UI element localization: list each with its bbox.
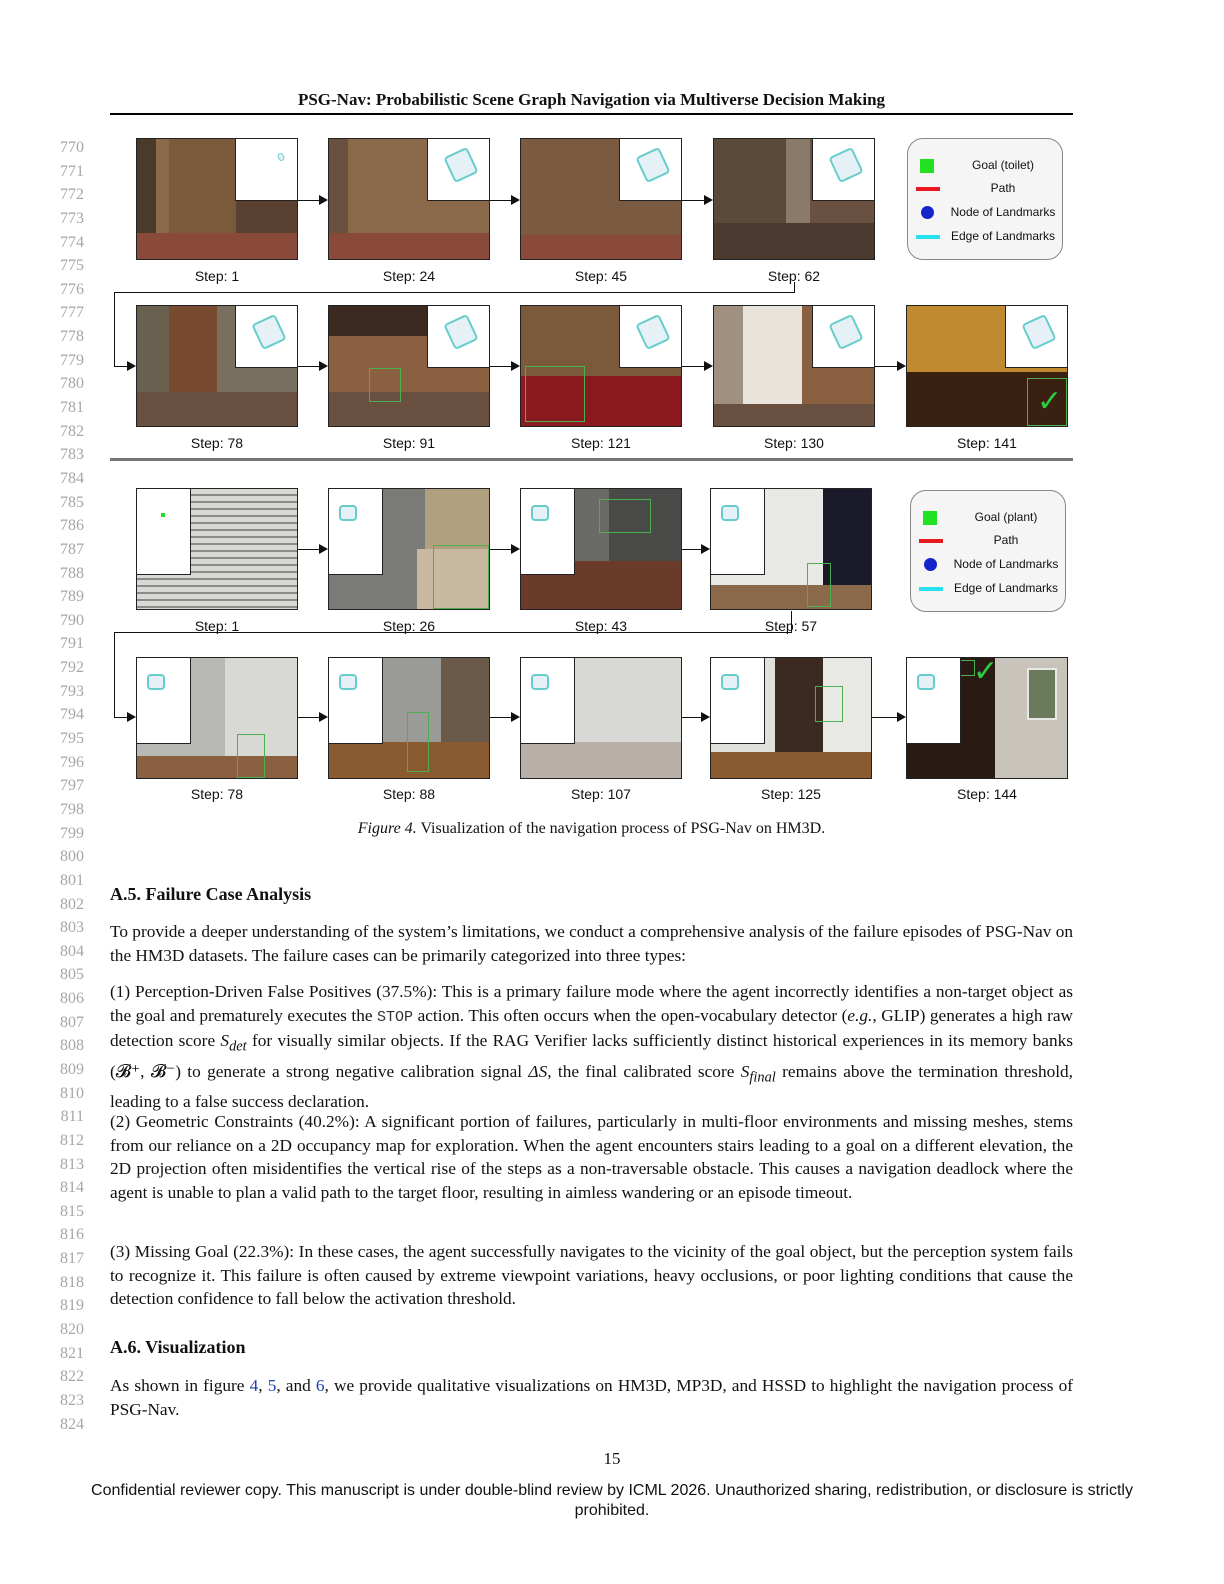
line-number: 808 (60, 1037, 84, 1055)
step-label: Step: 141 (957, 435, 1017, 451)
row-connector (791, 611, 792, 632)
line-number: 803 (60, 919, 84, 937)
step-label: Step: 62 (767, 268, 821, 284)
figure-4-link[interactable]: 4 (249, 1376, 259, 1395)
frame-ep2-step1 (136, 488, 298, 610)
arrow (114, 717, 134, 718)
row-connector (114, 632, 792, 633)
text-span: ) to generate a strong negative calibration signal (175, 1061, 529, 1081)
step-label: Step: 88 (382, 786, 436, 802)
paragraph-a5-type2: (2) Geometric Constraints (40.2%): A significant portion of failures, particularly in multi-floor environments and missing meshes, stems from our reliance on a 2D occupancy map for exploration. When the agent encounters stairs leading to a goal on a different elevation, the 2D projection often misidentifies the vertical rise of the steps as a non-traversable obstacle. This causes a navigation deadlock where the agent is unable to plan a valid path to the target floor, resulting in aimless wandering or an episode timeout. (110, 1112, 1073, 1203)
arrow (114, 366, 134, 367)
frame-ep2-step43 (520, 488, 682, 610)
line-number: 792 (60, 659, 84, 677)
episode-divider (110, 458, 1073, 461)
math-delta-s: ΔS (528, 1061, 548, 1081)
legend-node: Node of Landmarks (953, 557, 1059, 571)
frame-ep2-step107 (520, 657, 682, 779)
figure-caption (110, 820, 1073, 838)
landmark-node-icon (919, 558, 943, 572)
row-connector (114, 292, 115, 367)
arrow (490, 717, 518, 718)
frame-ep1-step130 (713, 305, 875, 427)
arrow (298, 717, 326, 718)
line-number: 800 (60, 848, 84, 866)
line-number: 806 (60, 990, 84, 1008)
text-span: , we provide qualitative visualizations on HM3D, MP3D, and HSSD to highlight the navigation process of PSG-Nav. (110, 1376, 1073, 1419)
math-s-final: $S_{final}$ (740, 1061, 776, 1086)
arrow (490, 366, 518, 367)
detection-box (599, 499, 651, 533)
frame-ep2-step125 (710, 657, 872, 779)
minimap (521, 658, 575, 744)
frame-ep1-step1 (136, 138, 298, 260)
arrow (682, 549, 708, 550)
legend-episode2 (910, 490, 1066, 612)
landmark-edge-icon (919, 582, 943, 596)
line-number: 794 (60, 706, 84, 724)
legend-episode1 (907, 138, 1063, 260)
landmark-edge-icon (916, 230, 940, 244)
arrow (298, 366, 326, 367)
figure-caption-text: Visualization of the navigation process of PSG-Nav on HM3D. (420, 820, 826, 837)
line-number: 775 (60, 257, 84, 275)
minimap (619, 306, 681, 368)
text-span: , the final calibrated score (547, 1061, 741, 1081)
line-numbers (44, 136, 84, 1436)
step-label: Step: 91 (382, 435, 436, 451)
legend-node: Node of Landmarks (950, 205, 1056, 219)
success-check-icon: ✓ (1037, 384, 1063, 419)
line-number: 810 (60, 1084, 84, 1102)
step-label: Step: 130 (764, 435, 824, 451)
text-span: for visually similar objects. If the RAG Verifier lacks sufficiently distinct historical experiences in its memory banks ( (110, 1031, 1073, 1081)
arrow (298, 200, 326, 201)
minimap (427, 139, 489, 201)
frame-ep2-step57 (710, 488, 872, 610)
row-connector (114, 292, 795, 293)
legend-edge: Edge of Landmarks (950, 229, 1056, 243)
footer-notice: Confidential reviewer copy. This manuscript is under double-blind review by ICML 2026. Unauthorized sharing, redistribution, or disclosure is strictly prohibited. (91, 1482, 1133, 1519)
frame-ep1-step45 (520, 138, 682, 260)
line-number: 798 (60, 800, 84, 818)
line-number: 819 (60, 1297, 84, 1315)
text-span: As shown in figure (110, 1376, 250, 1395)
line-number: 805 (60, 966, 84, 984)
step-label: Step: 1 (194, 618, 240, 634)
figure-6-link[interactable]: 6 (315, 1376, 325, 1395)
arrow (490, 200, 518, 201)
math-memory-banks: 𝓑⁺, 𝓑⁻ (115, 1061, 176, 1081)
text-span: , GLIP) generates a high raw detection score (110, 1005, 1073, 1051)
figure-4 (110, 130, 1073, 820)
line-number: 783 (60, 446, 84, 464)
minimap (427, 306, 489, 368)
line-number: 771 (60, 162, 84, 180)
legend-path: Path (993, 533, 1019, 547)
figure-label: Figure 4. (357, 820, 417, 837)
text-span: remains above the termination threshold, leading to a false success declaration. (110, 1061, 1074, 1111)
step-label: Step: 45 (574, 268, 628, 284)
line-number: 802 (60, 895, 84, 913)
line-number: 815 (60, 1202, 84, 1220)
line-number: 791 (60, 635, 84, 653)
frame-ep1-step62 (713, 138, 875, 260)
figure-5-link[interactable]: 5 (267, 1376, 277, 1395)
frame-ep1-step78 (136, 305, 298, 427)
line-number: 816 (60, 1226, 84, 1244)
math-s-det: $S_{det}$ (220, 1031, 247, 1055)
text-span: , and (276, 1376, 316, 1395)
line-number: 779 (60, 351, 84, 369)
line-number: 809 (60, 1060, 84, 1078)
line-number: 782 (60, 422, 84, 440)
line-number: 797 (60, 777, 84, 795)
frame-ep1-step121 (520, 305, 682, 427)
text-span: action. This often occurs when the open-vocabulary detector ( (413, 1005, 848, 1025)
minimap (521, 489, 575, 575)
line-number: 807 (60, 1013, 84, 1031)
landmark-node-icon (916, 206, 940, 220)
step-label: Step: 26 (382, 618, 436, 634)
line-number: 813 (60, 1155, 84, 1173)
step-label: Step: 78 (190, 435, 244, 451)
minimap (329, 489, 383, 575)
line-number: 781 (60, 399, 84, 417)
step-label: Step: 43 (574, 618, 628, 634)
line-number: 777 (60, 304, 84, 322)
arrow (682, 717, 708, 718)
line-number: 788 (60, 564, 84, 582)
line-number: 824 (60, 1415, 84, 1433)
line-number: 804 (60, 942, 84, 960)
line-number: 784 (60, 469, 84, 487)
step-label: Step: 144 (957, 786, 1017, 802)
minimap (812, 306, 874, 368)
line-number: 796 (60, 753, 84, 771)
line-number: 787 (60, 540, 84, 558)
step-label: Step: 57 (764, 618, 818, 634)
goal-marker-icon (916, 159, 940, 173)
row-connector (114, 632, 115, 717)
line-number: 780 (60, 375, 84, 393)
step-label: Step: 1 (194, 268, 240, 284)
step-label: Step: 125 (761, 786, 821, 802)
minimap (137, 658, 191, 744)
stop-action-code: STOP (377, 1008, 414, 1026)
legend-path: Path (990, 181, 1016, 195)
line-number: 786 (60, 517, 84, 535)
path-line-icon (919, 534, 943, 548)
detection-box (433, 545, 489, 609)
arrow (872, 717, 904, 718)
legend-goal: Goal (plant) (974, 510, 1038, 524)
line-number: 822 (60, 1368, 84, 1386)
page-number: 15 (603, 1449, 621, 1468)
paragraph-a5-type1 (110, 980, 1073, 1113)
section-title-a6: A.6. Visualization (110, 1337, 246, 1357)
paragraph-a6 (110, 1374, 1073, 1421)
paragraph-a5-intro: To provide a deeper understanding of the system’s limitations, we conduct a comprehensive analysis of the failure episodes of PSG-Nav on the HM3D datasets. The failure cases can be primarily categorized into three types: (110, 922, 1073, 965)
arrow (682, 366, 711, 367)
line-number: 820 (60, 1321, 84, 1339)
minimap (907, 658, 961, 744)
arrow (490, 549, 518, 550)
detection-box (369, 368, 401, 402)
text-span: e.g. (847, 1005, 873, 1025)
line-number: 817 (60, 1250, 84, 1268)
row-connector (794, 282, 795, 292)
frame-ep1-step141 (906, 305, 1068, 427)
minimap (812, 139, 874, 201)
step-label: Step: 24 (382, 268, 436, 284)
line-number: 814 (60, 1179, 84, 1197)
minimap (711, 658, 765, 744)
line-number: 823 (60, 1391, 84, 1409)
arrow (875, 366, 904, 367)
success-check-icon: ✓ (973, 657, 999, 689)
minimap (235, 139, 297, 201)
line-number: 776 (60, 280, 84, 298)
detection-box (407, 712, 429, 772)
step-label: Step: 121 (571, 435, 631, 451)
minimap (235, 306, 297, 368)
line-number: 789 (60, 588, 84, 606)
line-number: 790 (60, 611, 84, 629)
line-number: 818 (60, 1273, 84, 1291)
arrow (682, 200, 711, 201)
frame-ep2-step144 (906, 657, 1068, 779)
line-number: 770 (60, 139, 84, 156)
line-number: 799 (60, 824, 84, 842)
minimap (711, 489, 765, 575)
frame-ep2-step26 (328, 488, 490, 610)
detection-box (807, 563, 831, 607)
step-label: Step: 107 (571, 786, 631, 802)
line-number: 811 (60, 1108, 84, 1126)
goal-marker-icon (919, 511, 943, 525)
line-number: 785 (60, 493, 84, 511)
arrow (298, 549, 326, 550)
frame-ep1-step24 (328, 138, 490, 260)
frame-ep1-step91 (328, 305, 490, 427)
step-label: Step: 78 (190, 786, 244, 802)
line-number: 795 (60, 730, 84, 748)
line-number: 772 (60, 186, 84, 204)
line-number: 793 (60, 682, 84, 700)
frame-ep2-step88 (328, 657, 490, 779)
detection-box (525, 366, 585, 422)
path-line-icon (916, 182, 940, 196)
line-number: 812 (60, 1131, 84, 1149)
detection-box (815, 686, 843, 722)
minimap (329, 658, 383, 744)
minimap (1005, 306, 1067, 368)
line-number: 821 (60, 1344, 84, 1362)
legend-edge: Edge of Landmarks (953, 581, 1059, 595)
detection-box (237, 734, 265, 778)
section-title-a5: A.5. Failure Case Analysis (110, 884, 312, 904)
minimap (137, 489, 191, 575)
line-number: 773 (60, 209, 84, 227)
text-span: (1) Perception-Driven False Positives (37.5%): This is a primary failure mode where the agent incorrectly identifies a non-target object as the goal and prematurely executes the (110, 982, 1073, 1025)
paragraph-a5-type3: (3) Missing Goal (22.3%): In these cases, the agent successfully navigates to the vicinity of the goal object, but the perception system fails to recognize it. This failure is often caused by extreme viewpoint variations, heavy occlusions, or poor lighting conditions that cause the detection confidence to fall below the activation threshold. (110, 1242, 1073, 1309)
line-number: 778 (60, 328, 84, 346)
legend-goal: Goal (toilet) (971, 158, 1035, 172)
line-number: 801 (60, 871, 84, 889)
text-span: , (258, 1376, 268, 1395)
minimap (619, 139, 681, 201)
running-head: PSG-Nav: Probabilistic Scene Graph Navigation via Multiverse Decision Making (110, 90, 1073, 115)
line-number: 774 (60, 233, 84, 251)
frame-ep2-step78 (136, 657, 298, 779)
